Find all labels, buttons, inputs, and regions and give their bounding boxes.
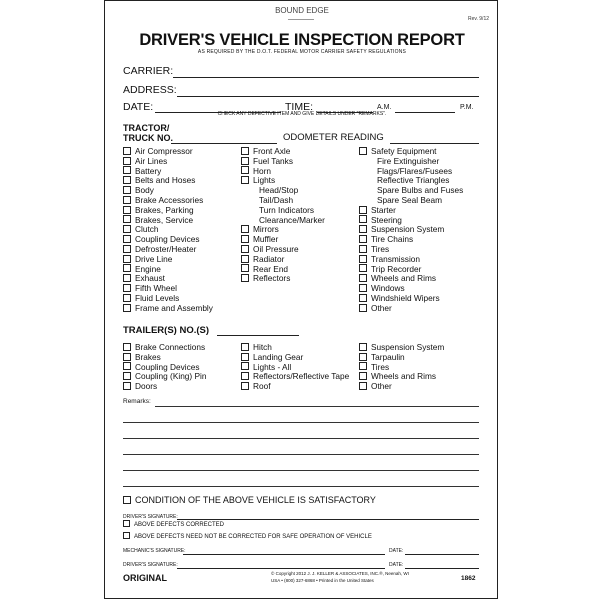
date-label: DATE: <box>123 101 154 113</box>
checkbox[interactable] <box>359 147 367 155</box>
checkbox[interactable] <box>241 157 249 165</box>
checkbox[interactable] <box>359 362 367 370</box>
checklist-item-label: Drive Line <box>135 253 173 264</box>
odometer-field[interactable] <box>390 143 479 144</box>
checkbox[interactable] <box>123 274 131 282</box>
trailer-column-3 <box>359 343 489 392</box>
revision-label: Rev. 9/12 <box>467 16 489 22</box>
bound-edge-mark <box>288 19 314 20</box>
trailer-column-2 <box>241 343 361 392</box>
truck-no-heading: TRUCK NO. <box>123 133 173 143</box>
mechanics-signature-field[interactable] <box>183 554 385 555</box>
checklist-item-label: Lights <box>253 175 276 186</box>
checklist-item-label: Turn Indicators <box>259 204 315 215</box>
checklist-item-label: Frame and Assembly <box>135 302 213 313</box>
checkbox[interactable] <box>123 176 131 184</box>
checkbox[interactable] <box>123 343 131 351</box>
checkbox[interactable] <box>241 362 249 370</box>
copyright-line-2: USA • (800) 327-6868 • Printed in the United States <box>271 578 374 583</box>
time-label: TIME: <box>285 101 313 113</box>
drivers-signature-2-field[interactable] <box>177 568 385 569</box>
original-copy-label: ORIGINAL <box>123 573 167 583</box>
tractor-column-1 <box>123 147 243 314</box>
trailer-column-1 <box>123 343 243 392</box>
checklist-item-label: Tires <box>371 361 390 372</box>
condition-checkbox[interactable] <box>123 496 131 504</box>
checkbox[interactable] <box>241 225 249 233</box>
checkbox[interactable] <box>123 255 131 263</box>
defects-corrected-checkbox[interactable] <box>123 520 130 527</box>
checklist-item-label: Fifth Wheel <box>135 283 177 294</box>
checklist-item-label: Flags/Flares/Fusees <box>377 165 453 176</box>
checklist-item-label: Oil Pressure <box>253 243 299 254</box>
checkbox[interactable] <box>241 372 249 380</box>
driver-date-label: DATE: <box>389 562 404 568</box>
checklist-item-label: Body <box>135 185 154 196</box>
checklist-item-label: Reflectors <box>253 273 291 284</box>
checkbox[interactable] <box>123 353 131 361</box>
checklist-item-label: Steering <box>371 214 402 225</box>
checkbox[interactable] <box>123 147 131 155</box>
carrier-label: CARRIER: <box>123 65 174 77</box>
checkbox[interactable] <box>241 245 249 253</box>
checkbox[interactable] <box>359 304 367 312</box>
checkbox[interactable] <box>123 186 131 194</box>
checkbox[interactable] <box>359 343 367 351</box>
odometer-label: ODOMETER READING <box>283 132 384 143</box>
report-title: DRIVER'S VEHICLE INSPECTION REPORT <box>139 31 465 49</box>
checklist-item-label: Hitch <box>253 342 272 352</box>
checklist-item-label: Trip Recorder <box>371 263 422 274</box>
checklist-item-label: Brake Connections <box>135 342 206 352</box>
checklist-item-label: Radiator <box>253 253 285 264</box>
checkbox[interactable] <box>359 255 367 263</box>
checkbox[interactable] <box>123 362 131 370</box>
carrier-field[interactable] <box>173 77 479 78</box>
checkbox[interactable] <box>123 245 131 253</box>
checklist-item[interactable] <box>241 382 361 392</box>
checklist-item-label: Clutch <box>135 224 159 235</box>
checklist-item[interactable] <box>123 382 243 392</box>
checklist-item[interactable] <box>123 304 243 314</box>
am-label: A.M. <box>377 104 392 111</box>
tractor-column-2 <box>241 147 361 284</box>
trailer-no-field[interactable] <box>217 335 299 336</box>
checklist-item-label: Fuel Tanks <box>253 155 293 166</box>
checklist-item-label: Other <box>371 302 392 313</box>
form-number: 1862 <box>461 575 476 582</box>
copyright-line-1: © Copyright 2012 J. J. KELLER & ASSOCIATES, INC.®, Neenah, WI <box>271 571 409 576</box>
checklist-item-label: Spare Seal Beam <box>377 194 443 205</box>
checklist-item-label: Windshield Wipers <box>371 292 440 303</box>
checklist-item-label: Suspension System <box>371 224 445 235</box>
checkbox[interactable] <box>123 215 131 223</box>
driver-date-field[interactable] <box>405 568 479 569</box>
checkbox[interactable] <box>123 225 131 233</box>
checkbox[interactable] <box>241 176 249 184</box>
checklist-item-label: Fire Extinguisher <box>377 155 440 166</box>
trailer-heading: TRAILER(S) NO.(S) <box>123 325 210 336</box>
condition-row[interactable] <box>123 495 376 505</box>
checklist-item-label: Wheels and Rims <box>371 273 437 284</box>
checklist-item-label: Safety Equipment <box>371 146 437 156</box>
checkbox[interactable] <box>241 343 249 351</box>
remarks-line[interactable] <box>123 438 479 439</box>
checklist-item-label: Brakes, Service <box>135 214 194 225</box>
checklist-item-label: Reflective Triangles <box>377 175 450 186</box>
bound-edge-label: BOUND EDGE <box>275 6 329 15</box>
mechanic-date-field[interactable] <box>405 554 479 555</box>
checkbox[interactable] <box>241 255 249 263</box>
checklist-item-label: Doors <box>135 381 158 392</box>
checkbox[interactable] <box>123 157 131 165</box>
checklist-item-label: Transmission <box>371 253 421 264</box>
remarks-line[interactable] <box>123 470 479 471</box>
checklist-item-label: Head/Stop <box>259 185 299 196</box>
remarks-line[interactable] <box>123 454 479 455</box>
defects-not-needed-row[interactable] <box>123 534 372 540</box>
defect-instructions: CHECK ANY DEFECTIVE ITEM AND GIVE DETAILS UNDER "REMARKS". <box>217 111 387 117</box>
checklist-item-label: Wheels and Rims <box>371 371 437 382</box>
checkbox[interactable] <box>241 166 249 174</box>
checklist-item-label: Battery <box>135 165 162 176</box>
checkbox[interactable] <box>359 382 367 390</box>
mechanics-signature-label: MECHANIC'S SIGNATURE: <box>123 548 186 554</box>
checklist-item-label: Belts and Hoses <box>135 175 196 186</box>
checkbox[interactable] <box>123 235 131 243</box>
checklist-item-label: Coupling (King) Pin <box>135 371 207 382</box>
checkbox[interactable] <box>123 372 131 380</box>
drivers-signature-label: DRIVER'S SIGNATURE: <box>123 514 178 520</box>
checkbox[interactable] <box>359 372 367 380</box>
checkbox[interactable] <box>359 235 367 243</box>
checklist-item-label: Engine <box>135 263 161 274</box>
checkbox[interactable] <box>359 245 367 253</box>
checkbox[interactable] <box>359 225 367 233</box>
address-field[interactable] <box>177 96 479 97</box>
checkbox[interactable] <box>123 166 131 174</box>
mechanic-date-label: DATE: <box>389 548 404 554</box>
checkbox[interactable] <box>359 264 367 272</box>
checkbox[interactable] <box>123 264 131 272</box>
checklist-item-label: Rear End <box>253 263 289 274</box>
checkbox[interactable] <box>241 353 249 361</box>
checklist-item-label: Coupling Devices <box>135 234 200 245</box>
checkbox[interactable] <box>359 353 367 361</box>
pm-label: P.M. <box>460 104 474 111</box>
checklist-item-label: Other <box>371 381 392 392</box>
checklist-item-label: Air Lines <box>135 155 168 166</box>
remarks-label: Remarks: <box>123 398 151 405</box>
defects-corrected-row[interactable] <box>123 522 224 528</box>
checklist-item-label: Lights - All <box>253 361 292 372</box>
defects-not-needed-label: ABOVE DEFECTS NEED NOT BE CORRECTED FOR SAFE OPERATION OF VEHICLE <box>134 534 372 541</box>
address-label: ADDRESS: <box>123 84 177 96</box>
checkbox[interactable] <box>359 206 367 214</box>
checklist-item-label: Exhaust <box>135 273 165 284</box>
drivers-signature-2-label: DRIVER'S SIGNATURE: <box>123 562 178 568</box>
checkbox[interactable] <box>359 274 367 282</box>
checklist-item-label: Defroster/Heater <box>135 243 197 254</box>
checkbox[interactable] <box>241 274 249 282</box>
tractor-heading: TRACTOR/ <box>123 123 170 133</box>
report-subtitle: AS REQUIRED BY THE D.O.T. FEDERAL MOTOR CARRIER SAFETY REGULATIONS <box>197 49 407 55</box>
checklist-item-label: Brake Accessories <box>135 194 204 205</box>
inspection-report-sheet <box>104 0 498 599</box>
checkbox[interactable] <box>123 284 131 292</box>
checklist-item-label: Air Compressor <box>135 146 193 156</box>
checklist-item-label: Suspension System <box>371 342 445 352</box>
remarks-line[interactable] <box>123 422 479 423</box>
remarks-line[interactable] <box>155 406 479 407</box>
checklist-item[interactable] <box>241 274 361 284</box>
checkbox[interactable] <box>123 382 131 390</box>
checklist-item-label: Brakes, Parking <box>135 204 194 215</box>
truck-no-field[interactable] <box>171 143 277 144</box>
checklist-item-label: Starter <box>371 204 396 215</box>
checklist-item-label: Windows <box>371 283 405 294</box>
checkbox[interactable] <box>241 264 249 272</box>
checklist-item-label: Muffler <box>253 234 279 245</box>
checkbox[interactable] <box>123 206 131 214</box>
checklist-item-label: Spare Bulbs and Fuses <box>377 185 464 196</box>
checkbox[interactable] <box>241 147 249 155</box>
drivers-signature-field[interactable] <box>177 519 479 520</box>
checklist-item-label: Tire Chains <box>371 234 414 245</box>
remarks-line[interactable] <box>123 486 479 487</box>
checklist-item-label: Reflectors/Reflective Tape <box>253 371 350 382</box>
checkbox[interactable] <box>123 294 131 302</box>
checkbox[interactable] <box>123 304 131 312</box>
checkbox[interactable] <box>359 215 367 223</box>
checklist-item-label: Roof <box>253 381 271 392</box>
tractor-column-3 <box>359 147 489 314</box>
checklist-item-label: Tires <box>371 243 390 254</box>
checklist-item-label: Front Axle <box>253 146 291 156</box>
checklist-item-label: Coupling Devices <box>135 361 200 372</box>
checklist-item-label: Brakes <box>135 351 161 362</box>
checkbox[interactable] <box>241 382 249 390</box>
checklist-item-label: Landing Gear <box>253 351 304 362</box>
checkbox[interactable] <box>359 294 367 302</box>
checklist-item-label: Tarpaulin <box>371 351 405 362</box>
checklist-item[interactable] <box>359 382 489 392</box>
condition-label: CONDITION OF THE ABOVE VEHICLE IS SATISFACTORY <box>135 495 376 505</box>
checklist-item-label: Tail/Dash <box>259 194 294 205</box>
checkbox[interactable] <box>241 235 249 243</box>
checklist-item-label: Clearance/Marker <box>259 214 325 225</box>
defects-not-needed-checkbox[interactable] <box>123 532 130 539</box>
defects-corrected-label: ABOVE DEFECTS CORRECTED <box>134 522 225 529</box>
checkbox[interactable] <box>123 196 131 204</box>
checklist-item-label: Mirrors <box>253 224 279 235</box>
checkbox[interactable] <box>359 284 367 292</box>
checklist-item[interactable] <box>359 304 489 314</box>
checklist-item-label: Horn <box>253 165 271 176</box>
checklist-item-label: Fluid Levels <box>135 292 180 303</box>
